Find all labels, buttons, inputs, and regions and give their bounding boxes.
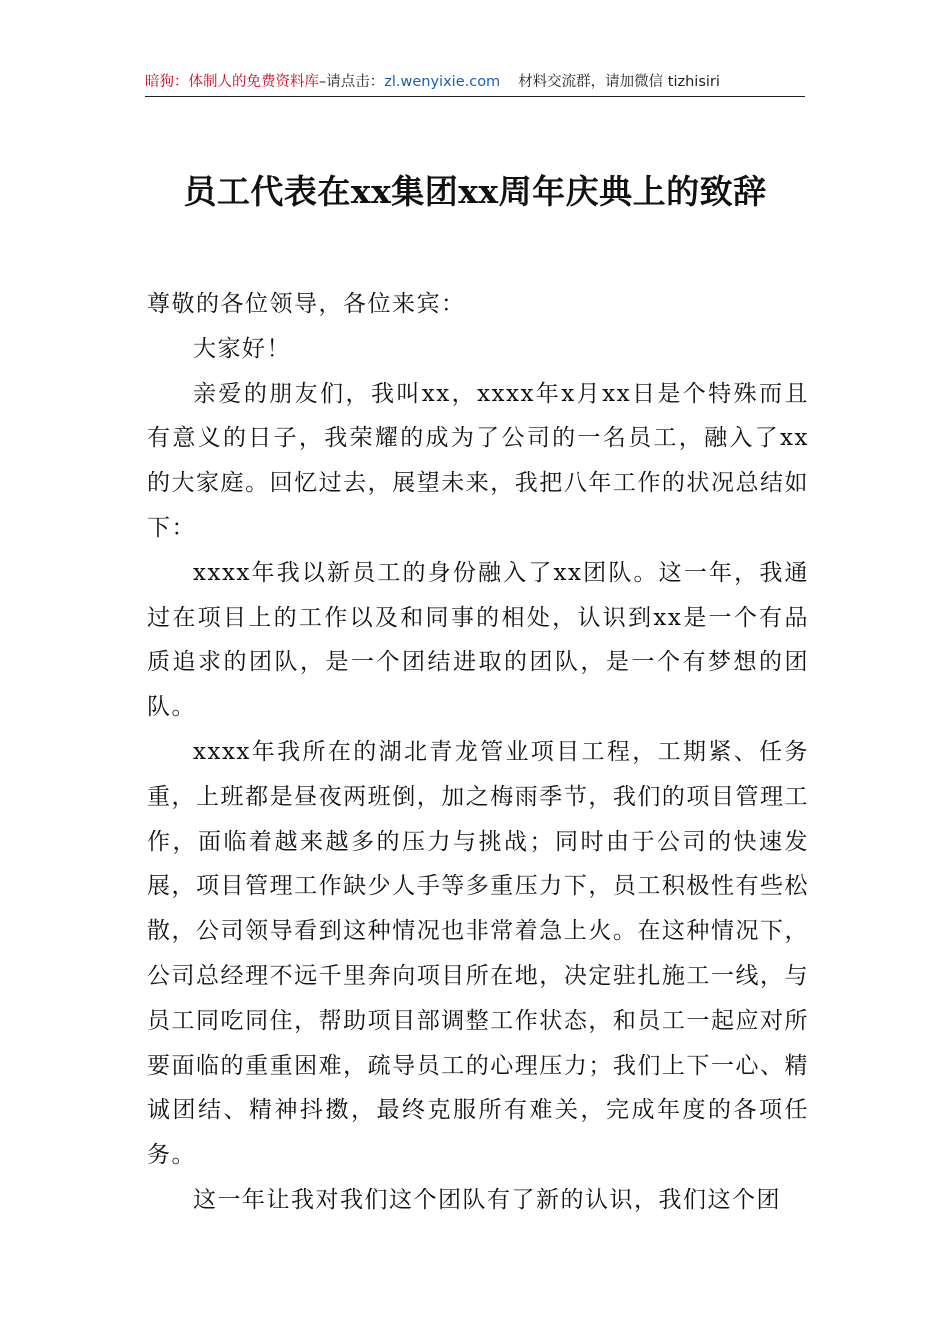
page-header <box>145 72 805 97</box>
body-paragraph: 亲爱的朋友们，我叫xx，xxxx年x月xx日是个特殊而且有意义的日子，我荣耀的成为了公司的一名员工，融入了xx的大家庭。回忆过去，展望未来，我把八年工作的状况总结如下： <box>147 380 809 541</box>
header-link-prefix: –请点击： <box>319 74 385 90</box>
document-body <box>147 282 809 1223</box>
greeting: 大家好！ <box>193 335 291 362</box>
header-contact: 材料交流群，请加微信 tizhisiri <box>518 74 720 90</box>
salutation: 尊敬的各位领导，各位来宾： <box>147 291 466 317</box>
body-paragraph: 这一年让我对我们这个团队有了新的认识，我们这个团 <box>193 1186 781 1213</box>
header-link[interactable]: zl.wenyixie.com <box>384 74 501 90</box>
body-paragraph: xxxx年我以新员工的身份融入了xx团队。这一年，我通过在项目上的工作以及和同事的相处，认识到xx是一个有品质追求的团队，是一个团结进取的团队，是一个有梦想的团队。 <box>147 559 809 721</box>
body-paragraph: xxxx年我所在的湖北青龙管业项目工程，工期紧、任务重，上班都是昼夜两班倒，加之梅雨季节，我们的项目管理工作，面临着越来越多的压力与挑战；同时由于公司的快速发展，项目管理工作缺少人手等多重压力下，员工积极性有些松散，公司领导看到这种情况也非常着急上火。在这种情况下，公司总经理不远千里奔向项目所在地，决定驻扎施工一线，与员工同吃同住，帮助项目部调整工作状态，和员工一起应对所要面临的重重困难，疏导员工的心理压力；我们上下一心、精诚团结、精神抖擞，最终克服所有难关，完成年度的各项任务。 <box>147 738 809 1169</box>
document-title: 员工代表在xx集团xx周年庆典上的致辞 <box>183 172 767 211</box>
header-brand: 暗狗：体制人的免费资料库 <box>145 74 319 90</box>
